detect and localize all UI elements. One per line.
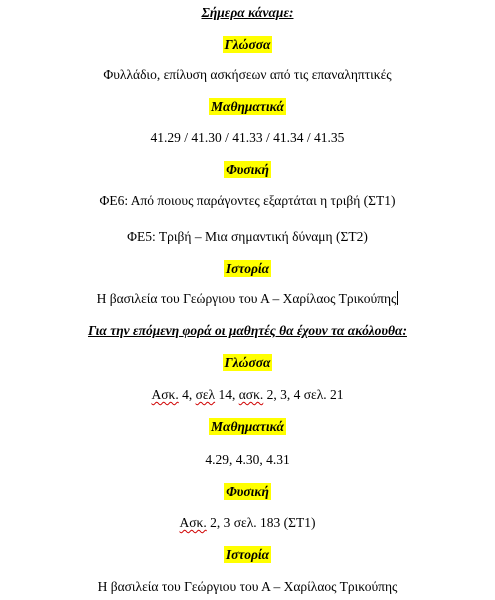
next-math-text xyxy=(0,451,495,469)
today-physics-line2-content: ΦΕ5: Τριβή – Μια σημαντική δύναμη (ΣΤ2) xyxy=(127,229,368,244)
next-math-subject xyxy=(0,418,495,436)
today-history-subject-label: Ιστορία xyxy=(225,261,270,276)
next-math-text-content: 4.29, 4.30, 4.31 xyxy=(205,452,290,467)
today-physics-line1 xyxy=(0,192,495,210)
next-math-subject-label: Μαθηματικά xyxy=(211,419,284,434)
next-language-text-part: 2, 3, 4 σελ. 21 xyxy=(263,387,344,402)
spellcheck-word: Ασκ. xyxy=(151,387,179,402)
spellcheck-word: Ασκ. xyxy=(179,515,207,530)
today-history-text-content: Η βασιλεία του Γεώργιου του Α – Χαρίλαος Τρικούπης xyxy=(96,291,397,306)
next-language-subject xyxy=(0,354,495,372)
next-physics-text xyxy=(0,514,495,532)
next-heading xyxy=(0,322,495,340)
today-physics-subject xyxy=(0,161,495,179)
today-math-subject xyxy=(0,98,495,116)
next-physics-text-part: 2, 3 σελ. 183 (ΣΤ1) xyxy=(206,515,316,530)
spellcheck-word: ασκ. xyxy=(238,387,264,402)
today-language-subject-label: Γλώσσα xyxy=(224,37,271,52)
today-history-text xyxy=(0,290,495,308)
today-physics-line1-content: ΦΕ6: Από ποιους παράγοντες εξαρτάται η τριβή (ΣΤ1) xyxy=(99,193,396,208)
today-physics-subject-label: Φυσική xyxy=(226,162,269,177)
today-heading-text: Σήμερα κάναμε: xyxy=(201,5,294,20)
today-math-subject-label: Μαθηματικά xyxy=(211,99,284,114)
next-language-subject-label: Γλώσσα xyxy=(224,355,271,370)
next-language-text-part: 14, xyxy=(215,387,239,402)
today-language-text xyxy=(0,66,495,84)
next-language-text-part: 4, xyxy=(178,387,196,402)
today-language-subject xyxy=(0,36,495,54)
next-physics-subject-label: Φυσική xyxy=(226,484,269,499)
spellcheck-word: σελ xyxy=(195,387,216,402)
next-history-subject xyxy=(0,546,495,564)
today-heading xyxy=(0,4,495,22)
next-history-subject-label: Ιστορία xyxy=(225,547,270,562)
next-history-text xyxy=(0,578,495,596)
next-physics-subject xyxy=(0,483,495,501)
today-language-text-content: Φυλλάδιο, επίλυση ασκήσεων από τις επαναληπτικές xyxy=(103,67,392,82)
today-math-text-content: 41.29 / 41.30 / 41.33 / 41.34 / 41.35 xyxy=(150,130,345,145)
next-language-text xyxy=(0,386,495,404)
today-history-subject xyxy=(0,260,495,278)
today-physics-line2 xyxy=(0,228,495,246)
text-cursor xyxy=(397,291,398,305)
today-math-text xyxy=(0,129,495,147)
next-history-text-content: Η βασιλεία του Γεώργιου του Α – Χαρίλαος Τρικούπης xyxy=(97,579,398,594)
next-heading-text: Για την επόμενη φορά οι μαθητές θα έχουν τα ακόλουθα: xyxy=(88,323,407,338)
